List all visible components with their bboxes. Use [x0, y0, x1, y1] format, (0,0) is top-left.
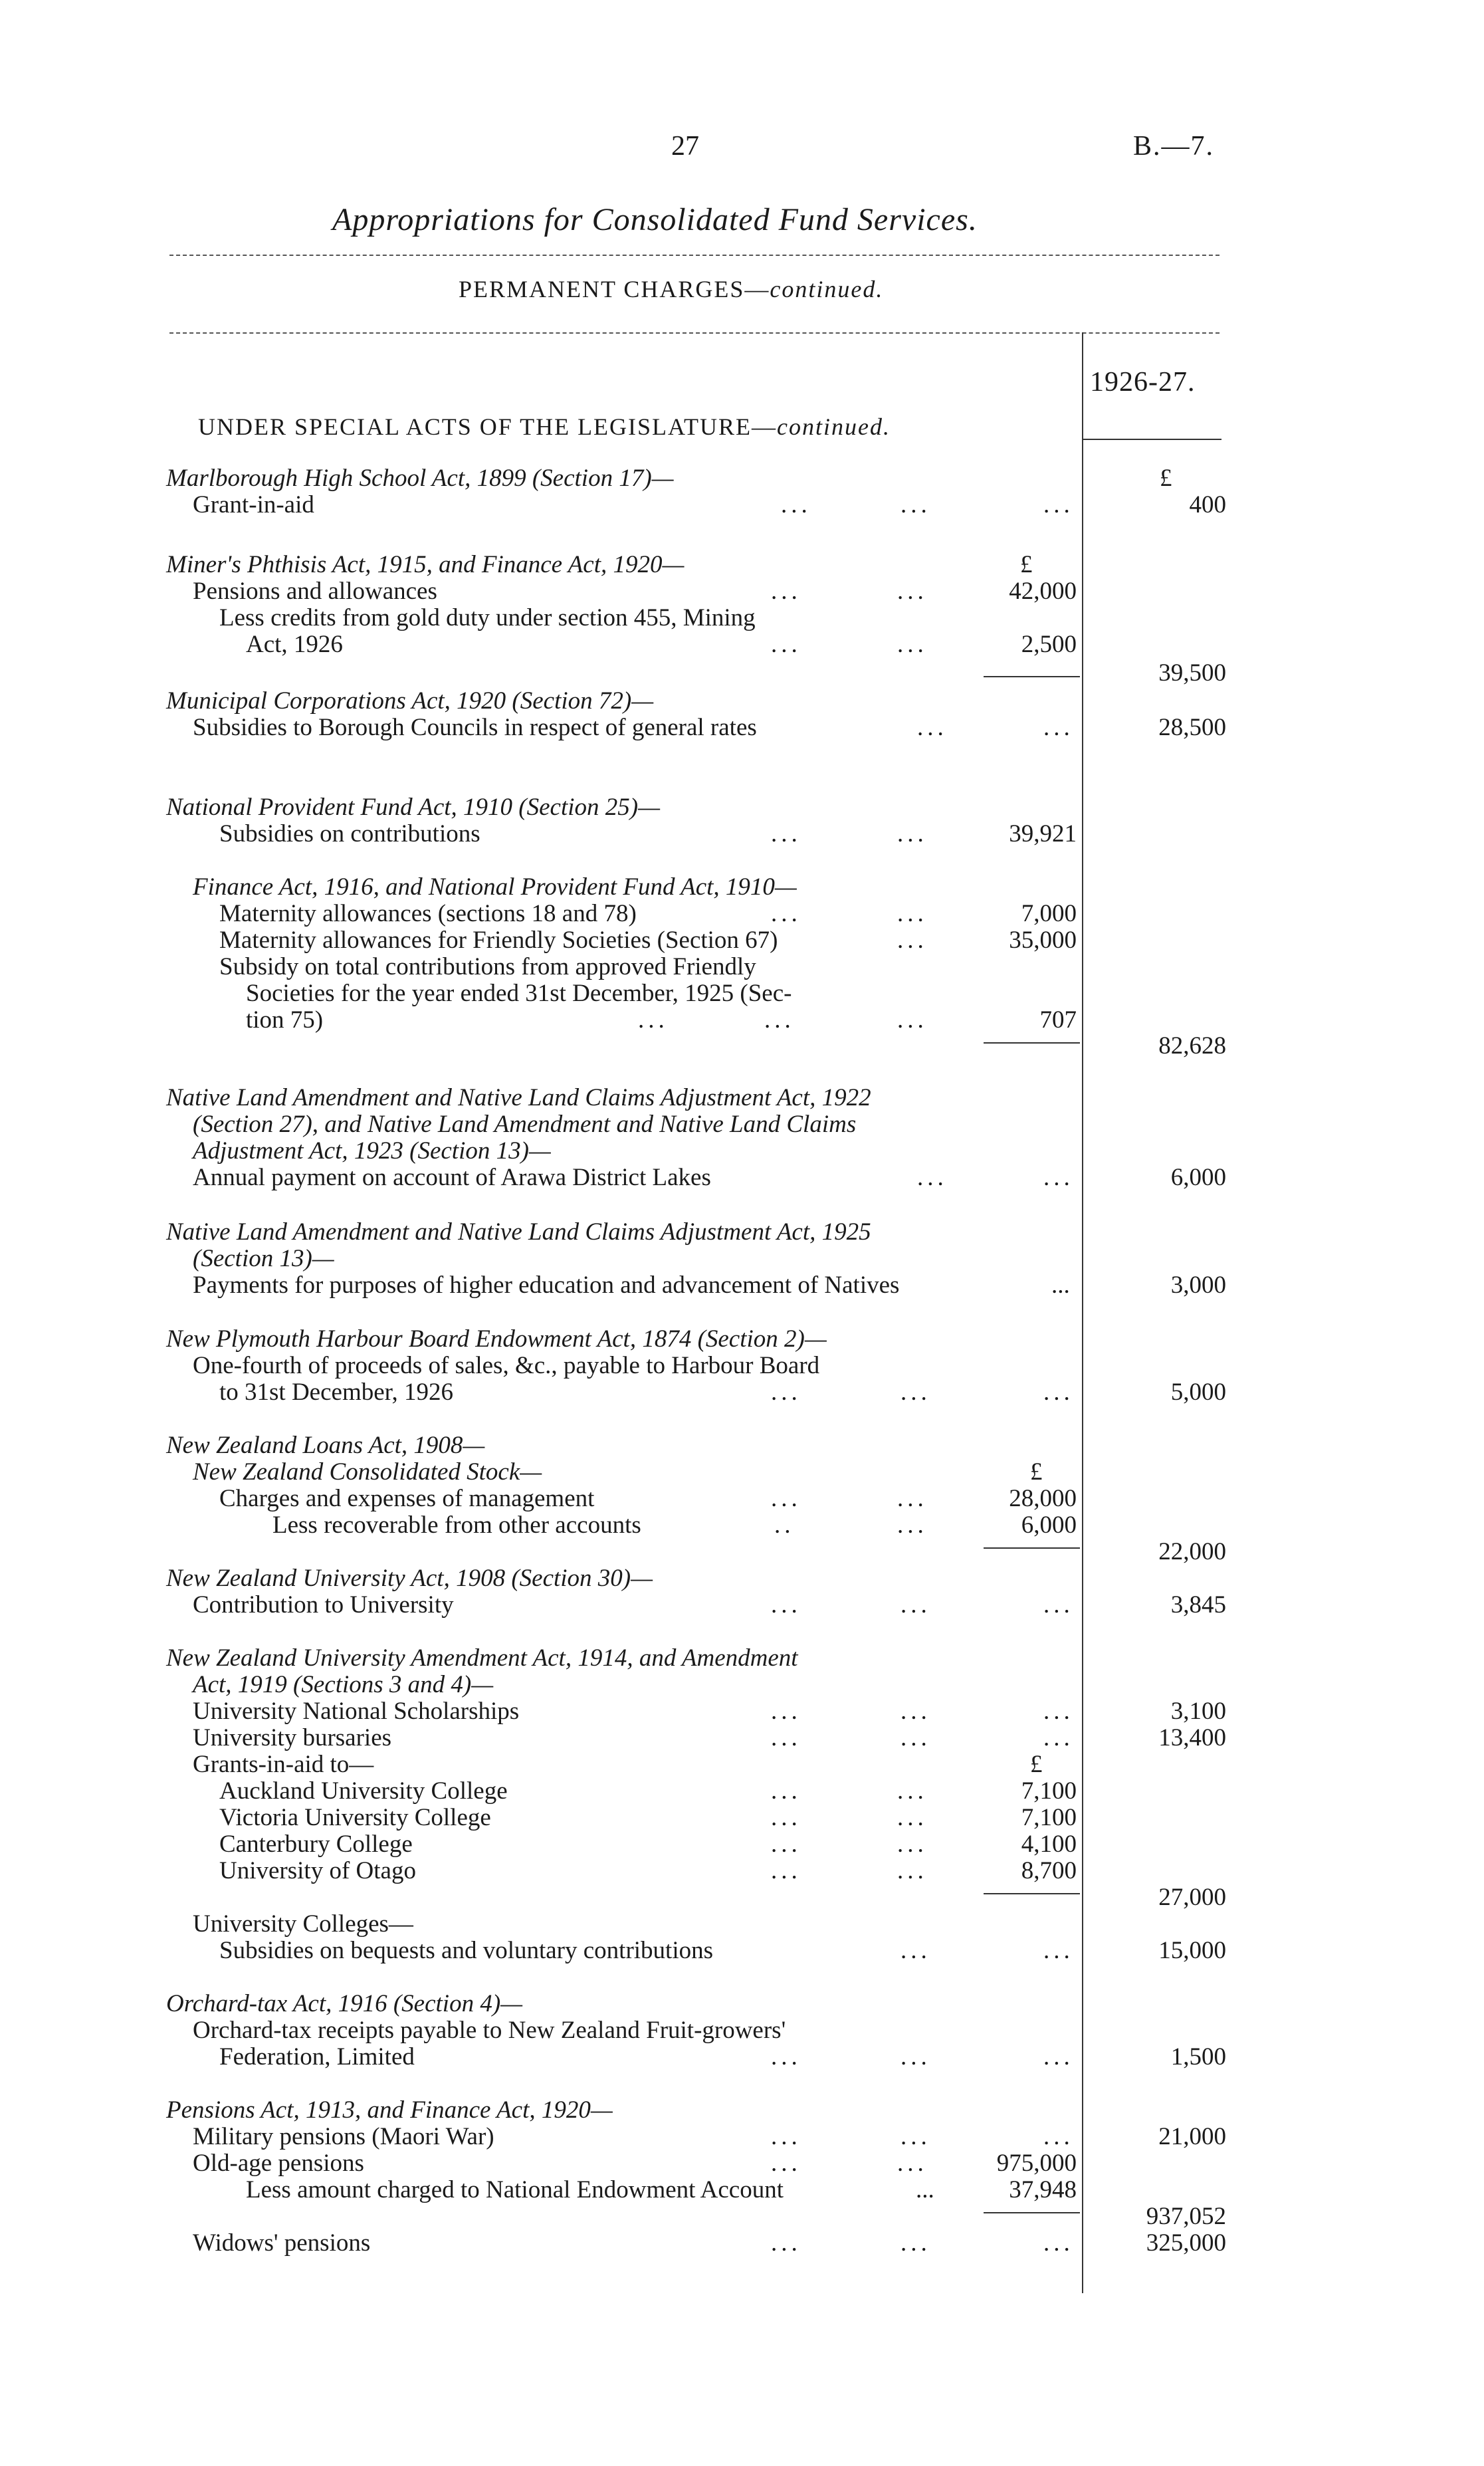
line-l21: Native Land Amendment and Native Land Claims Adjustment Act, 1925 — [166, 1218, 871, 1246]
line-l26: to 31st December, 1926 — [219, 1379, 453, 1406]
amount-npf: 82,628 — [1158, 1032, 1226, 1060]
leader: ... — [901, 1379, 931, 1406]
leader: ... — [1043, 1698, 1074, 1725]
line-l45: Orchard-tax receipts payable to New Zealand Fruit-growers' — [193, 2017, 786, 2044]
leader: ... — [897, 1485, 928, 1512]
amount-military: 21,000 — [1158, 2123, 1226, 2150]
line-l34: Act, 1919 (Sections 3 and 4)— — [193, 1671, 494, 1698]
leader: ... — [897, 1857, 928, 1884]
subamount-miners-pensions: 42,000 — [1009, 578, 1077, 605]
line-l2: Grant-in-aid — [193, 491, 314, 518]
leader: ... — [1051, 1272, 1070, 1299]
currency-symbol-sub: £ — [1030, 1458, 1043, 1486]
amount-new-plymouth: 5,000 — [1170, 1379, 1226, 1406]
year-header: 1926-27. — [1090, 367, 1196, 397]
leader: ... — [901, 2123, 931, 2150]
leader: ... — [771, 1698, 801, 1725]
line-l35: University National Scholarships — [193, 1698, 520, 1725]
leader: ... — [901, 2229, 931, 2257]
leader: ... — [764, 1006, 795, 1034]
leader: ... — [917, 714, 948, 741]
leader: ... — [1043, 1164, 1074, 1191]
leader: ... — [897, 631, 928, 658]
line-l46: Federation, Limited — [219, 2043, 415, 2071]
leader: ... — [1043, 714, 1074, 741]
line-l9: National Provident Fund Act, 1910 (Section 25)— — [166, 794, 660, 821]
leader: ... — [771, 2229, 801, 2257]
line-l3: Miner's Phthisis Act, 1915, and Finance Act, 1920— — [166, 551, 685, 578]
leader: ... — [1043, 491, 1074, 518]
leader: ... — [897, 1006, 928, 1034]
subtotal-rule — [984, 1547, 1080, 1549]
leader: ... — [771, 631, 801, 658]
line-l48: Military pensions (Maori War) — [193, 2123, 494, 2150]
leader: ... — [771, 2150, 801, 2177]
amount-arawa: 6,000 — [1170, 1164, 1226, 1191]
currency-symbol-sub: £ — [1030, 1751, 1043, 1778]
line-l18: (Section 27), and Native Land Amendment and Native Land Claims — [193, 1111, 857, 1138]
leader: ... — [1043, 1379, 1074, 1406]
line-l22: (Section 13)— — [193, 1245, 334, 1272]
amount-native-education: 3,000 — [1170, 1272, 1226, 1299]
leader: ... — [901, 1591, 931, 1619]
line-l19: Adjustment Act, 1923 (Section 13)— — [193, 1137, 551, 1165]
amount-orchard-tax: 1,500 — [1170, 2043, 1226, 2071]
section-heading — [198, 413, 891, 440]
leader: ... — [897, 1512, 928, 1539]
amount-widows: 325,000 — [1146, 2229, 1226, 2257]
line-l30: Less recoverable from other accounts — [272, 1512, 641, 1539]
line-l6: Act, 1926 — [246, 631, 343, 658]
line-l25: One-fourth of proceeds of sales, &c., payable to Harbour Board — [193, 1352, 820, 1379]
subamount-loans-less: 6,000 — [1021, 1512, 1077, 1539]
subamount-victoria: 7,100 — [1021, 1804, 1077, 1831]
document-code: B.—7. — [1133, 131, 1215, 162]
leader: ... — [1043, 2123, 1074, 2150]
line-l51: Widows' pensions — [193, 2229, 371, 2257]
currency-symbol-total: £ — [1160, 465, 1172, 492]
leader: ... — [638, 1006, 669, 1034]
line-l43: Subsidies on bequests and voluntary contributions — [219, 1937, 714, 1964]
leader: ... — [771, 1379, 801, 1406]
subamount-npf-subsidies: 39,921 — [1009, 820, 1077, 847]
line-l37: Grants-in-aid to— — [193, 1751, 374, 1778]
amount-nz-university: 3,845 — [1170, 1591, 1226, 1619]
subamount-subsidy-total: 707 — [1039, 1006, 1077, 1034]
leader: ... — [771, 2123, 801, 2150]
line-l23: Payments for purposes of higher education and advancement of Natives — [193, 1272, 900, 1299]
subtitle-continued: continued. — [770, 276, 884, 302]
subamount-auckland: 7,100 — [1021, 1777, 1077, 1805]
subtotal-rule — [984, 1042, 1080, 1044]
amount-bursaries: 13,400 — [1158, 1724, 1226, 1751]
leader: ... — [901, 2043, 931, 2071]
leader: ... — [771, 2043, 801, 2071]
subamount-old-age: 975,000 — [996, 2150, 1077, 2177]
line-l28: New Zealand Consolidated Stock— — [193, 1458, 542, 1486]
leader: ... — [771, 1724, 801, 1751]
leader: ... — [897, 1777, 928, 1805]
line-l39: Victoria University College — [219, 1804, 491, 1831]
leader: ... — [771, 1591, 801, 1619]
currency-symbol-sub: £ — [1020, 551, 1033, 578]
year-header-rule — [1082, 439, 1221, 440]
line-l31: New Zealand University Act, 1908 (Section 30)— — [166, 1565, 653, 1592]
line-l5: Less credits from gold duty under section 455, Mining — [219, 604, 756, 631]
amount-column-divider — [1082, 332, 1083, 2293]
subamount-loans-charges: 28,000 — [1009, 1485, 1077, 1512]
leader: ... — [916, 2176, 934, 2203]
line-l7: Municipal Corporations Act, 1920 (Section 72)— — [166, 687, 654, 715]
leader: ... — [781, 491, 811, 518]
leader: ... — [901, 1937, 931, 1964]
leader: ... — [897, 1804, 928, 1831]
subamount-miners-less: 2,500 — [1021, 631, 1077, 658]
leader: ... — [897, 578, 928, 605]
amount-nz-loans: 22,000 — [1158, 1538, 1226, 1565]
line-l17: Native Land Amendment and Native Land Claims Adjustment Act, 1922 — [166, 1084, 871, 1111]
subtotal-rule — [984, 676, 1080, 677]
leader: ... — [897, 820, 928, 847]
leader: ... — [901, 491, 931, 518]
leader: ... — [917, 1164, 948, 1191]
line-l29: Charges and expenses of management — [219, 1485, 595, 1512]
page-number: 27 — [671, 131, 699, 162]
leader: ... — [897, 900, 928, 927]
leader: ... — [897, 927, 928, 954]
line-l10: Subsidies on contributions — [219, 820, 480, 847]
subtitle-main: PERMANENT CHARGES— — [459, 276, 770, 302]
leader: ... — [1043, 2229, 1074, 2257]
leader: ... — [1043, 1591, 1074, 1619]
leader: ... — [771, 578, 801, 605]
line-l42: University Colleges— — [193, 1910, 413, 1938]
leader: ... — [771, 820, 801, 847]
line-l33: New Zealand University Amendment Act, 1914, and Amendment — [166, 1644, 798, 1672]
subamount-maternity-friendly: 35,000 — [1009, 927, 1077, 954]
line-l15: Societies for the year ended 31st December, 1925 (Sec- — [246, 980, 792, 1007]
table-top-rule — [169, 332, 1219, 334]
line-l16: tion 75) — [246, 1006, 324, 1034]
line-l40: Canterbury College — [219, 1831, 413, 1858]
section-heading-main: UNDER SPECIAL ACTS OF THE LEGISLATURE— — [198, 413, 778, 440]
amount-colleges-subsidies: 15,000 — [1158, 1937, 1226, 1964]
leader: ... — [771, 1804, 801, 1831]
line-l8: Subsidies to Borough Councils in respect of general rates — [193, 714, 757, 741]
amount-marlborough: 400 — [1189, 491, 1226, 518]
line-l20: Annual payment on account of Arawa District Lakes — [193, 1164, 711, 1191]
subamount-old-age-less: 37,948 — [1009, 2176, 1077, 2203]
line-l1: Marlborough High School Act, 1899 (Section 17)— — [166, 465, 674, 492]
amount-old-age-net: 937,052 — [1146, 2203, 1226, 2230]
subamount-canterbury: 4,100 — [1021, 1831, 1077, 1858]
leader: ... — [1043, 1937, 1074, 1964]
subtotal-rule — [984, 2212, 1080, 2213]
line-l12: Maternity allowances (sections 18 and 78) — [219, 900, 637, 927]
line-l11: Finance Act, 1916, and National Provident Fund Act, 1910— — [193, 873, 797, 901]
line-l14: Subsidy on total contributions from approved Friendly — [219, 953, 756, 980]
line-l44: Orchard-tax Act, 1916 (Section 4)— — [166, 1990, 523, 2017]
leader: ... — [897, 2150, 928, 2177]
subtitle — [459, 276, 883, 302]
amount-scholarships: 3,100 — [1170, 1698, 1226, 1725]
leader: ... — [1043, 2043, 1074, 2071]
leader: ... — [771, 1831, 801, 1858]
line-l32: Contribution to University — [193, 1591, 454, 1619]
line-l36: University bursaries — [193, 1724, 392, 1751]
amount-grants-total: 27,000 — [1158, 1884, 1226, 1911]
line-l47: Pensions Act, 1913, and Finance Act, 1920— — [166, 2096, 613, 2124]
line-l27: New Zealand Loans Act, 1908— — [166, 1432, 485, 1459]
leader: ... — [771, 1857, 801, 1884]
section-heading-continued: continued. — [777, 413, 891, 440]
leader: ... — [1043, 1724, 1074, 1751]
leader: ... — [897, 1831, 928, 1858]
leader: ... — [901, 1698, 931, 1725]
line-l50: Less amount charged to National Endowment Account — [246, 2176, 784, 2203]
subamount-maternity: 7,000 — [1021, 900, 1077, 927]
line-l24: New Plymouth Harbour Board Endowment Act, 1874 (Section 2)— — [166, 1325, 827, 1353]
leader: ... — [771, 1777, 801, 1805]
line-l13: Maternity allowances for Friendly Societies (Section 67) — [219, 927, 778, 954]
line-l41: University of Otago — [219, 1857, 416, 1884]
subtotal-rule — [984, 1893, 1080, 1894]
line-l4: Pensions and allowances — [193, 578, 437, 605]
line-l38: Auckland University College — [219, 1777, 508, 1805]
page-title: Appropriations for Consolidated Fund Services. — [332, 202, 978, 237]
leader: ... — [901, 1724, 931, 1751]
leader: ... — [771, 1485, 801, 1512]
subamount-otago: 8,700 — [1021, 1857, 1077, 1884]
leader: .. — [774, 1512, 795, 1539]
title-rule — [169, 255, 1219, 256]
line-l49: Old-age pensions — [193, 2150, 364, 2177]
amount-municipal: 28,500 — [1158, 714, 1226, 741]
leader: ... — [771, 900, 801, 927]
amount-miners: 39,500 — [1158, 659, 1226, 687]
